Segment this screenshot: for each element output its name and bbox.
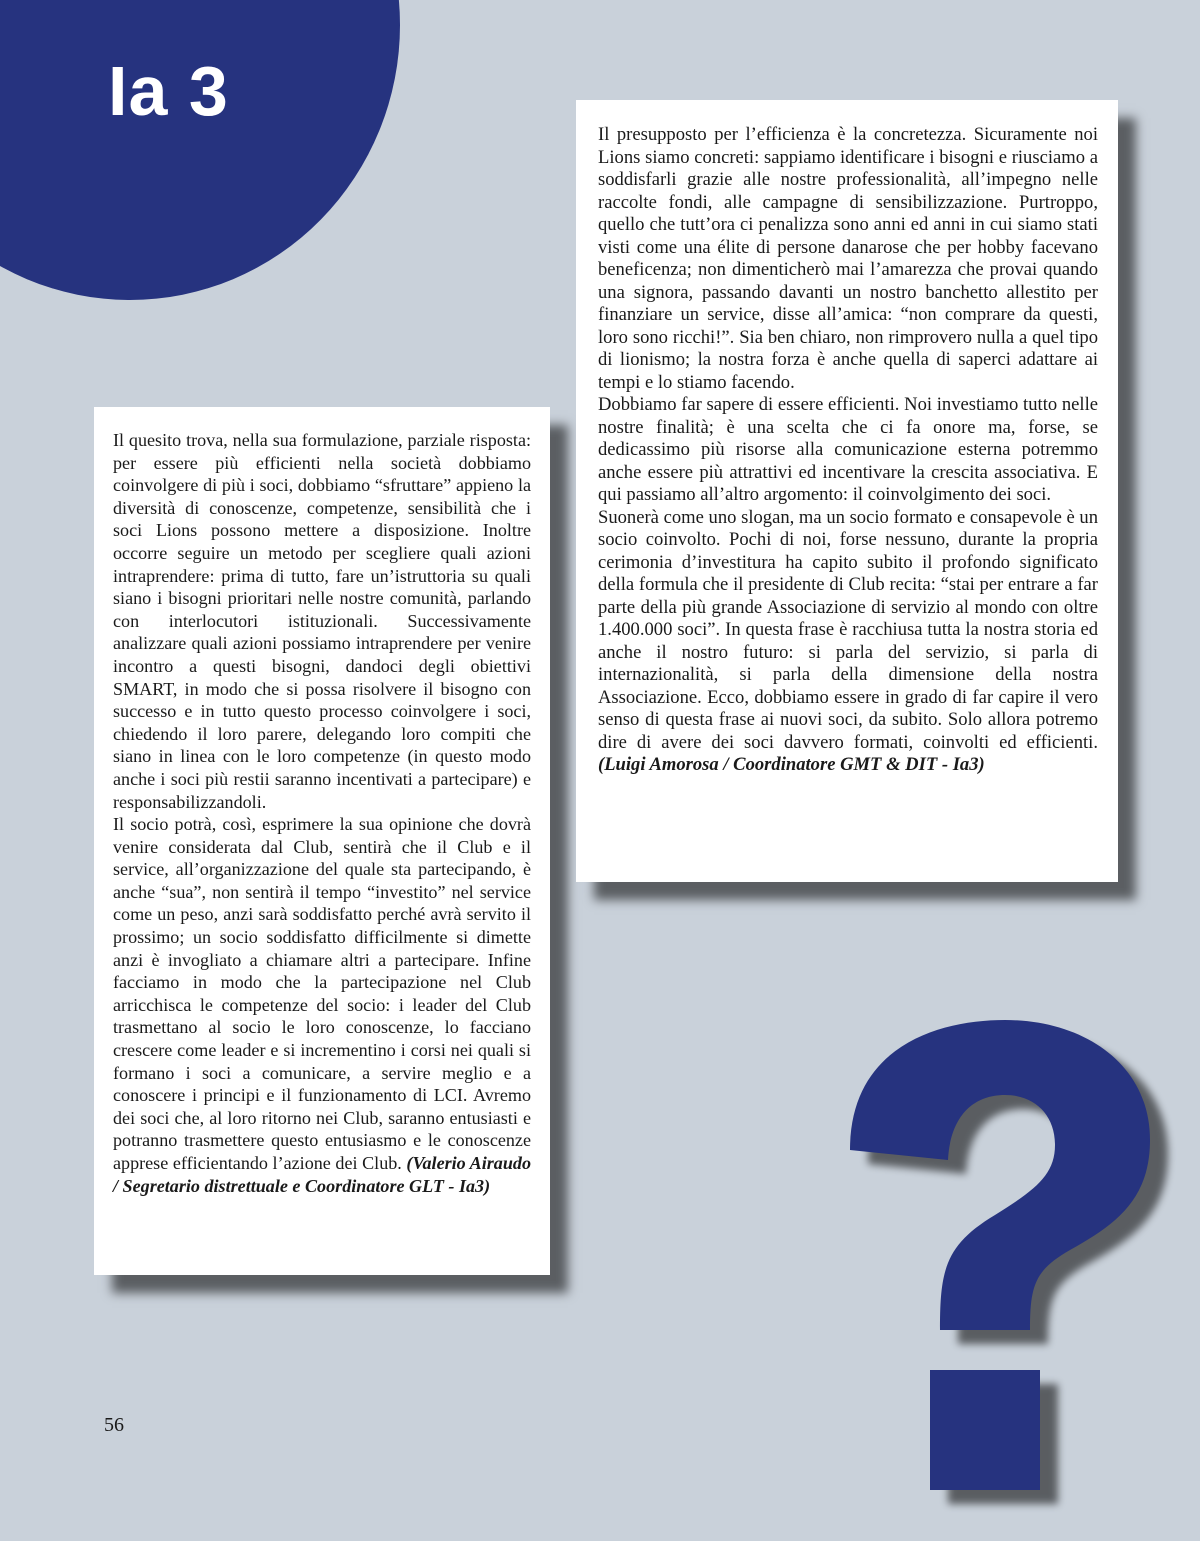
left-paragraph-2 <box>113 813 531 1197</box>
left-paragraph-1 <box>113 429 531 813</box>
left-article <box>113 429 531 1197</box>
question-mark-icon <box>830 1000 1180 1530</box>
right-paragraph-1 <box>598 124 1098 394</box>
left-article-box <box>94 407 550 1275</box>
right-article-box <box>576 100 1118 882</box>
paragraph-text: Suonerà come uno slogan, ma un socio formato e consapevole è un socio coinvolto. Pochi di noi, forse nessuno, durante la propria cerimonia d’investitura ha capito subito il profondo significato della formula che il presidente di Club recita: “stai per entrare a far parte della più grande Associazione di servizio al mondo con oltre 1.400.000 soci”. In questa frase è racchiusa tutta la nostra storia ed anche il nostro futuro: si parla del servizio, si parla di internazionalità, si parla della dimensione della nostra Associazione. Ecco, dobbiamo essere in grado di far capire il vero senso di questa frase ai nuovi soci, da subito. Solo allora potremo dire di avere dei soci davvero formati, coinvolti ed efficienti. <box>598 506 1098 753</box>
right-paragraph-3 <box>598 507 1098 777</box>
paragraph-text: Dobbiamo far sapere di essere efficienti. Noi investiamo tutto nelle nostre finalità; è una scelta che ci fa onore ma, forse, se dedicassimo più risorse alla comunicazione esterna potremmo anche essere più attrattivi ed incentivare la crescita associativa. E qui passiamo all’altro argomento: il coinvolgimento dei soci. <box>598 394 1098 505</box>
right-paragraph-2 <box>598 394 1098 507</box>
paragraph-text: Il quesito trova, nella sua formulazione, parziale risposta: per essere più efficienti nella società dobbiamo coinvolgere di più i soci, dobbiamo “sfruttare” appieno la diversità di conoscenze, competenze, sensibilità che i soci Lions possono mettere a disposizione. Inoltre occorre seguire un metodo per scegliere quali azioni intraprendere: prima di tutto, fare un’istruttoria su quali siano i bisogni prioritari nelle nostre comunità, parlando con interlocutori istituzionali. Successivamente analizzare quali azioni possiamo intraprendere per venire incontro a questi bisogni, dandoci degli obiettivi SMART, in modo che si possa risolvere il bisogno con successo e in tutto questo processo coinvolgere i soci, chiedendo il loro parere, delegando loro compiti che siano in linea con le loro competenze (in questo modo anche i soci più restii saranno incentivati a partecipare) e responsabilizzandoli. <box>113 430 531 812</box>
paragraph-text: Il presupposto per l’efficienza è la concretezza. Sicuramente noi Lions siamo concreti: sappiamo identificare i bisogni e riusciamo a soddisfarli grazie alle nostre professionalità, all’impegno nelle raccolte fondi, alle campagne di sensibilizzazione. Purtroppo, quello che tutt’ora ci penalizza sono anni ed anni in cui siamo stati visti come una élite di persone danarose che per hobby facevano beneficenza; non dimenticherò mai l’amarezza che provai quando una signora, passando davanti un nostro banchetto allestito per finanziare un service, disse all’amica: “non comprare da questi, loro sono ricchi!”. Sia ben chiaro, non rimprovero nulla a quel tipo di lionismo; la nostra forza è anche quella di saperci adattare ai tempi e lo stiamo facendo. <box>598 124 1098 393</box>
section-title: Ia 3 <box>108 52 229 130</box>
paragraph-text: Il socio potrà, così, esprimere la sua opinione che dovrà venire considerata dal Club, sentirà che il Club e il service, all’organizzazione del quale sta partecipando, è anche “sua”, non sentirà il tempo “investito” nel service come un peso, anzi sarà soddisfatto perché avrà servito il prossimo; un socio soddisfatto difficilmente si dimette anzi è invogliato a chiamare altri a partecipare. Infine facciamo in modo che la partecipazione nel Club arricchisca le competenze del socio: i leader del Club trasmettano al socio le loro conoscenze, lo facciano crescere come leader e si incrementino i corsi nei quali si formano i soci a comunicare, a servire meglio e a conoscere i principi e il funzionamento di LCI. Avremo dei soci che, al loro ritorno nei Club, saranno entusiasti e potranno trasmettere questo entusiasmo e le conoscenze apprese efficientando l’azione dei Club. <box>113 814 531 1173</box>
author-byline: (Valerio Airaudo / Segretario distrettuale e Coordinatore GLT - Ia3) <box>113 1153 531 1196</box>
page-number: 56 <box>104 1414 124 1436</box>
author-byline: (Luigi Amorosa / Coordinatore GMT & DIT - Ia3) <box>598 754 985 775</box>
decorative-blue-circle <box>0 0 400 300</box>
right-article <box>598 124 1098 777</box>
